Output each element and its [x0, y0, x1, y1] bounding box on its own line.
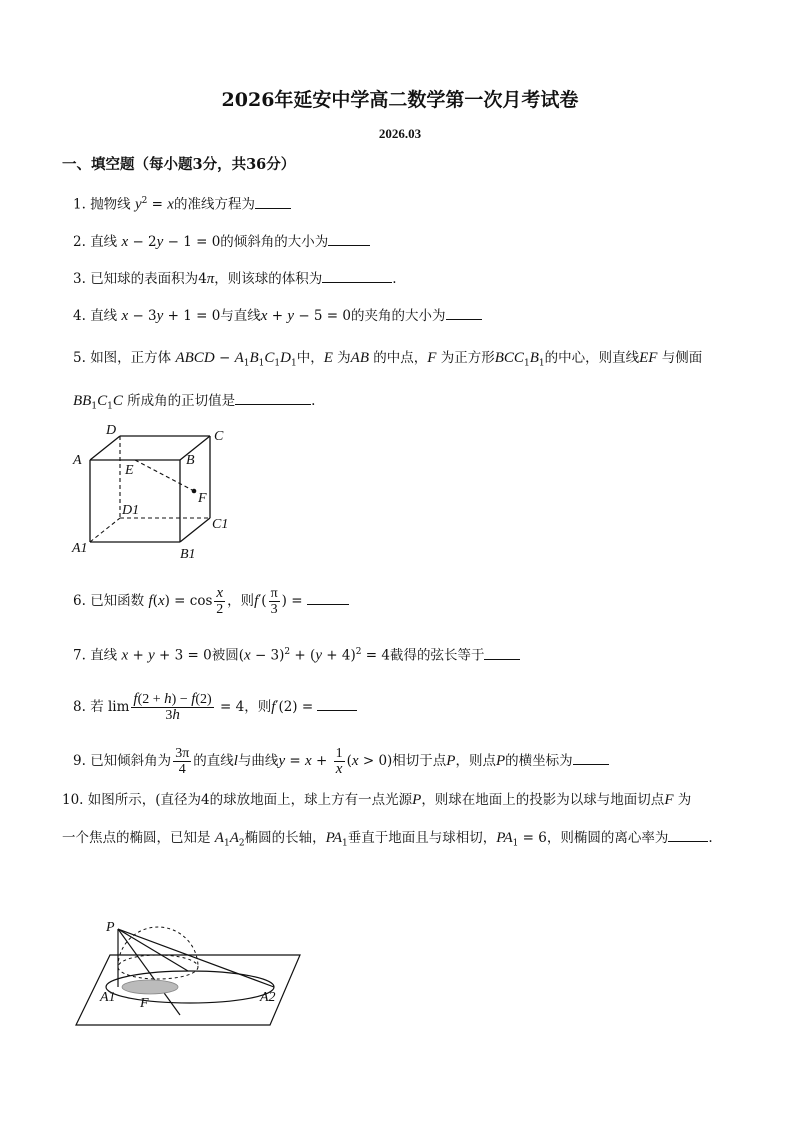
exam-date: 2026.03	[378, 126, 422, 141]
question-6: 6. 已知函数 f(x) = cos $\frac{x}{2}$ ，则f′( $\frac{\pi}{3}$ ) =	[73, 586, 349, 617]
question-text: 直线	[90, 234, 118, 250]
question-text: 的直线	[193, 753, 234, 769]
question-5: 5. 如图，正方体 ABCD − $A_1B_1C_1D_1$中，E 为AB 的中点，F 为正方形$BCC_1B_1$的中心，则直线EF 与侧面	[73, 350, 703, 369]
question-text: 截得的弦长等于	[389, 647, 485, 664]
question-5-line2: $BB_1C_1C$ 所成角的正切值是 .	[73, 390, 315, 417]
question-text: 一个焦点的椭圆，已知是	[62, 830, 211, 846]
question-text: 已知倾斜角为	[90, 753, 172, 769]
question-text: 的倾斜角的大小为	[220, 234, 329, 250]
question-4: 4. 直线 x − 3y + 1 = 0与直线x + y − 5 = 0的夹角的大小为	[73, 305, 482, 326]
question-text: ，则该球的体积为	[214, 271, 323, 287]
question-text: 与直线	[220, 308, 261, 324]
exam-title: 2026年延安中学高二数学第一次月考试卷	[221, 89, 579, 111]
ellipse-label-A1: A1	[100, 990, 116, 1005]
answer-blank[interactable]	[235, 390, 311, 405]
question-text: .	[311, 393, 316, 409]
question-10: 10. 如图所示，(直径为4的球放地面上，球上方有一点光源P，则球在地面上的投影为以球与地面切点F 为	[62, 792, 692, 808]
question-text: 与曲线	[237, 753, 279, 769]
question-number: 5.	[73, 350, 86, 366]
question-text: 的夹角的大小为	[351, 308, 446, 324]
question-text: 与侧面	[661, 350, 703, 366]
answer-blank[interactable]	[668, 827, 708, 842]
cube-label-C: C	[214, 429, 224, 444]
question-text: 椭圆的长轴，	[244, 830, 326, 846]
question-text: 的横坐标为	[505, 753, 573, 769]
question-text: 相切于点	[392, 753, 447, 769]
question-10-line2: 一个焦点的椭圆，已知是 $A_1A_2$椭圆的长轴，$PA_1$垂直于地面且与球相切，$PA_1 = 6$，则椭圆的离心率为 .	[62, 827, 713, 854]
cube-label-E: E	[125, 463, 134, 478]
answer-blank[interactable]	[317, 696, 357, 711]
cube-figure	[66, 418, 246, 568]
sphere-shadow-figure	[70, 915, 320, 1035]
question-number: 8.	[73, 699, 86, 715]
question-text: 如图所示，(直径为4的球放地面上，球上方有一点光源	[87, 792, 413, 808]
question-number: 10.	[62, 792, 84, 808]
question-text: 被圆	[211, 647, 239, 664]
cube-label-B1: B1	[180, 547, 196, 562]
question-7: 7. 直线 x + y + 3 = 0被圆$(x - 3)^2 + (y + 4)^2 = 4$截得的弦长等于	[73, 642, 520, 666]
question-text: 的中心，则直线	[544, 350, 640, 366]
question-text: 所成角的正切值是	[127, 393, 236, 409]
question-text: 中，	[296, 350, 324, 366]
ellipse-label-P: P	[106, 920, 115, 935]
question-text: .	[708, 830, 713, 846]
answer-blank[interactable]	[255, 194, 291, 209]
cube-label-D: D	[106, 423, 117, 438]
answer-blank[interactable]	[328, 231, 370, 246]
question-number: 3.	[73, 271, 86, 287]
question-3: 3. 已知球的表面积为4π，则该球的体积为 .	[73, 268, 397, 289]
question-text: ，则球在地面上的投影为以球与地面切点	[421, 792, 665, 808]
question-text: 的中点，	[373, 350, 428, 366]
section-heading: 一、填空题（每小题3分，共36分）	[62, 156, 296, 173]
answer-blank[interactable]	[322, 268, 392, 283]
ellipse-label-A2: A2	[260, 990, 276, 1005]
cube-label-A1: A1	[72, 541, 88, 556]
question-text: 抛物线	[90, 196, 131, 213]
question-number: 7.	[73, 647, 86, 664]
question-text: 直线	[90, 647, 118, 664]
cube-label-C1: C1	[212, 517, 229, 532]
cube-label-B: B	[186, 453, 195, 468]
question-text: 已知函数	[90, 593, 145, 609]
cube-label-F: F	[198, 491, 207, 506]
question-text: 直线	[90, 308, 118, 324]
answer-blank[interactable]	[307, 590, 349, 605]
answer-blank[interactable]	[573, 750, 609, 765]
question-text: 的准线方程为	[173, 196, 255, 213]
answer-blank[interactable]	[446, 305, 482, 320]
question-text: 为	[337, 350, 351, 366]
question-1: 1. 抛物线 $y^2 = x$的准线方程为	[73, 191, 291, 215]
question-number: 4.	[73, 308, 86, 324]
cube-label-D1: D1	[122, 503, 140, 518]
question-text: 如图，正方体	[90, 350, 172, 366]
question-text: ，则椭圆的离心率为	[546, 830, 669, 846]
question-text: 为	[677, 792, 692, 808]
question-number: 1.	[73, 196, 86, 213]
question-text: 垂直于地面且与球相切，	[347, 830, 497, 846]
question-text: 已知球的表面积为	[90, 271, 199, 287]
question-9: 9. 已知倾斜角为 $\frac{3\pi}{4}$ 的直线l与曲线y = x + $\frac{1}{x}$ (x > 0)相切于点P，则点P的横坐标为	[73, 746, 609, 777]
ellipse-label-F: F	[140, 996, 149, 1011]
question-number: 2.	[73, 234, 86, 250]
question-text: .	[392, 271, 397, 287]
question-text: ，则点	[455, 753, 496, 769]
question-text: 若	[90, 699, 104, 715]
question-text: ，则	[227, 593, 255, 609]
answer-blank[interactable]	[484, 645, 520, 660]
question-8: 8. 若 lim $\frac{f(2 + h) - f(2)}{3h}$ = 4，则f′(2) =	[73, 692, 357, 723]
question-text: ，则	[244, 699, 272, 715]
question-2: 2. 直线 x − 2y − 1 = 0的倾斜角的大小为	[73, 231, 370, 252]
cube-label-A: A	[73, 453, 82, 468]
question-number: 6.	[73, 593, 86, 609]
question-text: 为正方形	[440, 350, 495, 366]
question-number: 9.	[73, 753, 86, 769]
